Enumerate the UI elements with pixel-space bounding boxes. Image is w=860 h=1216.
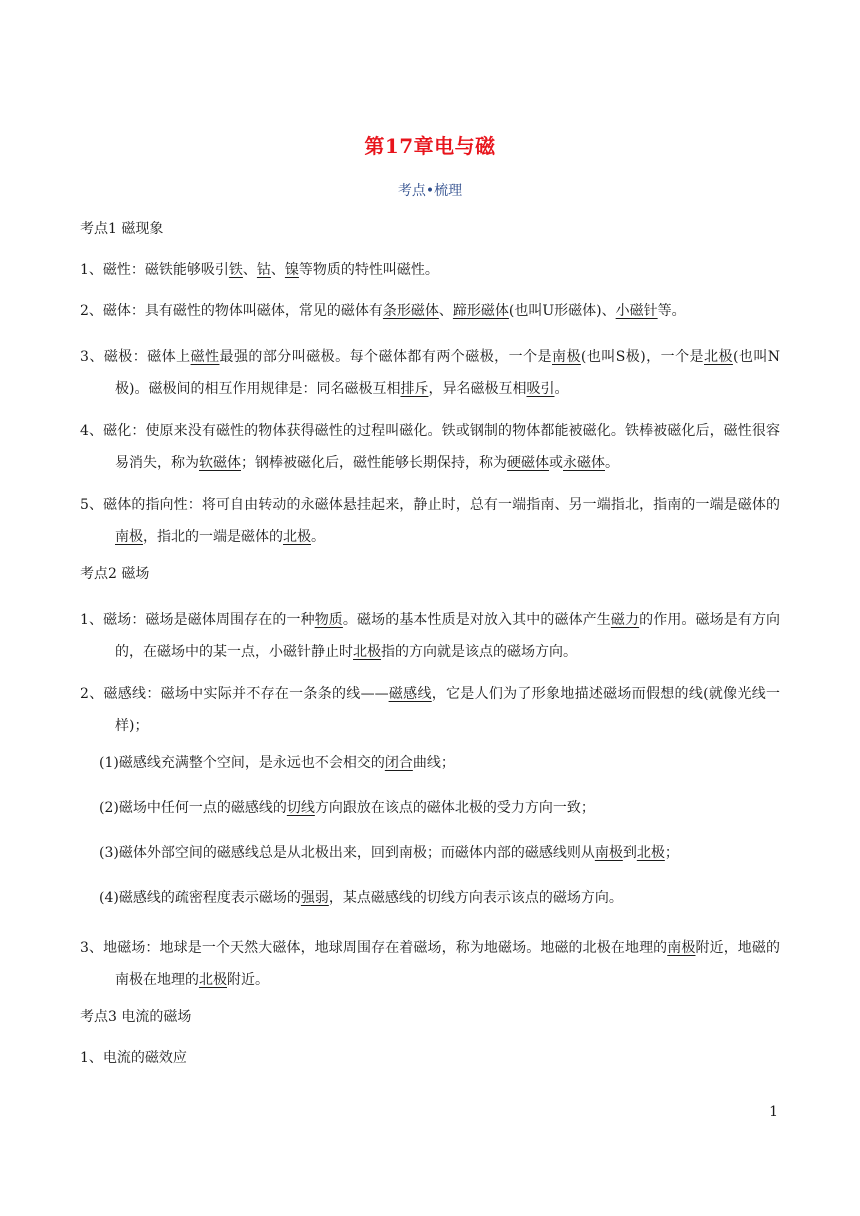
answer-blank: 磁力 — [610, 612, 640, 628]
sub-item-line-path: (3)磁体外部空间的磁感线总是从北极出来，回到南极；而磁体内部的磁感线则从南极到北极； — [99, 845, 679, 861]
section-heading-current-field: 考点3 电流的磁场 — [80, 1009, 192, 1025]
document-body — [80, 218, 780, 1088]
answer-blank: 南极 — [594, 845, 623, 861]
answer-blank: 北极 — [636, 845, 665, 861]
answer-blank: 北极 — [199, 972, 227, 988]
answer-blank: 北极 — [353, 644, 381, 660]
list-item-magnetic-pole: 3、磁极：磁体上磁性最强的部分叫磁极。每个磁体都有两个磁极，一个是南极(也叫S极)，一个是北极(也叫N极)。磁极间的相互作用规律是：同名磁极互相排斥，异名磁极互相吸引。 — [80, 349, 781, 397]
list-item-magnetic-effect: 1、电流的磁效应 — [80, 1050, 187, 1066]
sub-item-closed-curves: (1)磁感线充满整个空间，是永远也不会相交的闭合曲线； — [99, 755, 455, 771]
answer-blank: 排斥 — [400, 381, 429, 397]
answer-blank: 南极 — [552, 349, 581, 365]
answer-blank: 北极 — [704, 349, 733, 365]
answer-blank: 物质 — [314, 612, 343, 628]
answer-blank: 强弱 — [300, 890, 329, 906]
answer-blank: 镍 — [284, 262, 299, 278]
answer-blank: 蹄形磁体 — [452, 303, 509, 319]
answer-blank: 南极 — [667, 940, 696, 956]
answer-blank: 磁性 — [190, 349, 220, 365]
answer-blank: 软磁体 — [199, 455, 241, 471]
page-subtitle: 考点•梳理 — [397, 183, 463, 199]
sub-item-tangent-direction: (2)磁场中任何一点的磁感线的切线方向跟放在该点的磁体北极的受力方向一致； — [99, 800, 595, 816]
list-item-geomagnetic-field: 3、地磁场：地球是一个天然大磁体，地球周围存在着磁场，称为地磁场。地磁的北极在地理的南极附近，地磁的南极在地理的北极附近。 — [80, 940, 781, 988]
answer-blank: 切线 — [286, 800, 315, 816]
answer-blank: 硬磁体 — [507, 455, 549, 471]
answer-blank: 条形磁体 — [382, 303, 439, 319]
list-item-magnet: 2、磁体：具有磁性的物体叫磁体，常见的磁体有条形磁体、蹄形磁体(也叫U形磁体)、小磁针等。 — [80, 303, 686, 319]
list-item-field-lines: 2、磁感线：磁场中实际并不存在一条条的线——磁感线，它是人们为了形象地描述磁场而假想的线(就像光线一样)； — [80, 686, 781, 734]
answer-blank: 小磁针 — [615, 303, 658, 319]
answer-blank: 铁 — [228, 262, 243, 278]
list-item-field: 1、磁场：磁场是磁体周围存在的一种物质。磁场的基本性质是对放入其中的磁体产生磁力的作用。磁场是有方向的，在磁场中的某一点，小磁针静止时北极指的方向就是该点的磁场方向。 — [80, 612, 781, 660]
answer-blank: 钴 — [256, 262, 271, 278]
list-item-magnetism: 1、磁性：磁铁能够吸引铁、钴、镍等物质的特性叫磁性。 — [80, 262, 439, 278]
answer-blank: 永磁体 — [563, 455, 605, 471]
list-item-magnetization: 4、磁化：使原来没有磁性的物体获得磁性的过程叫磁化。铁或钢制的物体都能被磁化。铁棒被磁化后，磁性很容易消失，称为软磁体；钢棒被磁化后，磁性能够长期保持，称为硬磁体或永磁体。 — [80, 423, 780, 471]
list-item-directivity: 5、磁体的指向性：将可自由转动的永磁体悬挂起来，静止时，总有一端指南、另一端指北，指南的一端是磁体的南极，指北的一端是磁体的北极。 — [80, 497, 780, 545]
answer-blank: 北极 — [283, 529, 311, 545]
sub-item-line-density: (4)磁感线的疏密程度表示磁场的强弱，某点磁感线的切线方向表示该点的磁场方向。 — [99, 890, 623, 906]
answer-blank: 吸引 — [526, 381, 555, 397]
page-title: 第17章电与磁 — [364, 134, 496, 158]
page-number: 1 — [769, 1104, 778, 1120]
section-heading-magnetic-phenomena: 考点1 磁现象 — [80, 221, 164, 237]
answer-blank: 磁感线 — [388, 686, 432, 702]
section-heading-magnetic-field: 考点2 磁场 — [80, 566, 150, 582]
answer-blank: 闭合 — [384, 755, 413, 771]
answer-blank: 南极 — [115, 529, 143, 545]
